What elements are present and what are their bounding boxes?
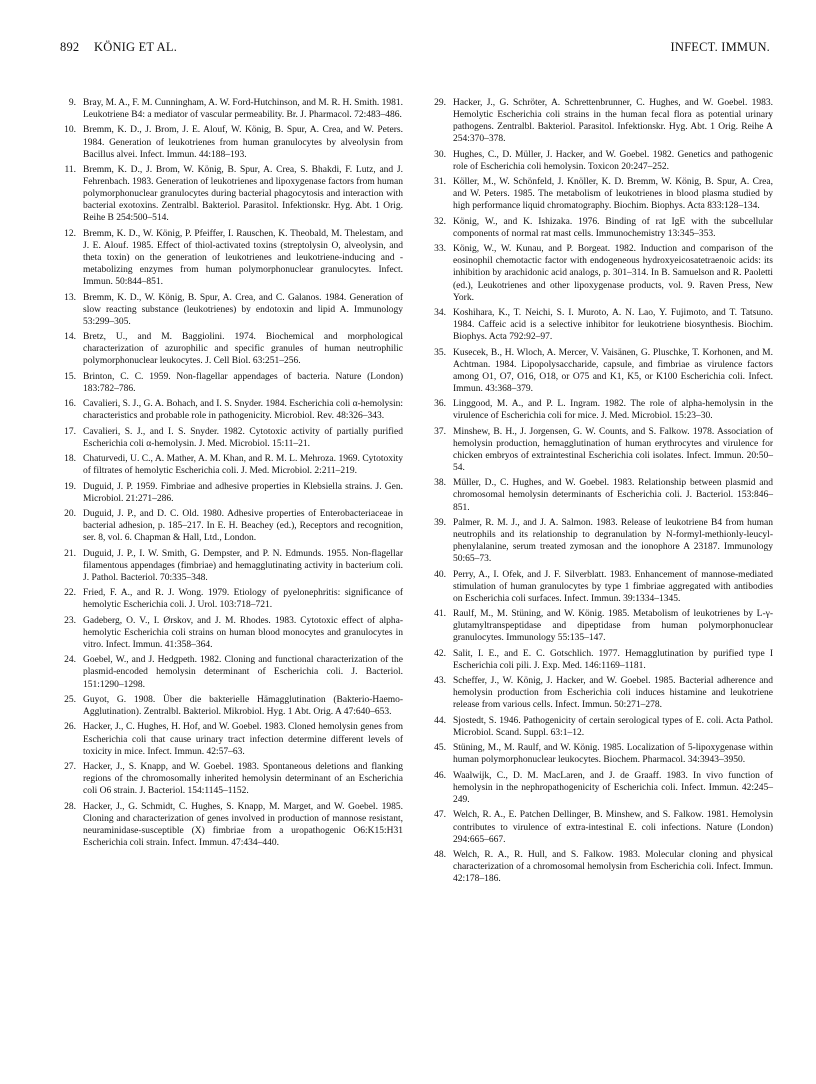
reference-entry bbox=[58, 124, 403, 160]
reference-number: 9. bbox=[68, 98, 76, 108]
reference-text: König, W., W. Kunau, and P. Borgeat. 1982. Induction and comparison of the eosinophil chemotactic factor with endogeneous hydroxyeicosatetraenoic acids: its inhibition by arachidonic acid analogs, p. 301–314. In B. Samuelson and R. Paoletti (ed.), Leukotrienes and other lipoxygenase products, vol. 9. Raven Press, New York. bbox=[453, 244, 773, 303]
reference-entry bbox=[428, 517, 773, 565]
reference-number: 45. bbox=[434, 743, 446, 754]
reference-text: Bretz, U., and M. Baggiolini. 1974. Biochemical and morphological characterization of azurophilic and specific granules of human neutrophilic polymorphonuclear leukocytes. J. Cell Biol. 63:251–256. bbox=[83, 332, 403, 367]
reference-number: 37. bbox=[434, 426, 446, 437]
reference-text: Bremm, K. D., J. Brom, J. E. Alouf, W. König, B. Spur, A. Crea, and W. Peters. 1984. Generation of leukotrienes from human granulocytes by alveolysin from Bacillus alvei. Infect. Immun. 44:188–193. bbox=[83, 125, 403, 160]
references-right-column bbox=[428, 97, 773, 889]
reference-entry bbox=[428, 477, 773, 513]
reference-text: Perry, A., I. Ofek, and J. F. Silverblatt. 1983. Enhancement of mannose-mediated stimulation of human granulocytes by type 1 fimbriae aggregated with antibodies on Escherichia coli surfaces. Infect. Immun. 39:1334–1345. bbox=[453, 569, 773, 604]
reference-text: Duguid, J. P., and D. C. Old. 1980. Adhesive properties of Enterobacteriaceae in bacterial adhesion, p. 185–217. In E. H. Beachey (ed.), Receptors and recognition, ser. 8, vol. 6. Chapman & Hall, Ltd., London. bbox=[83, 509, 403, 544]
reference-text: Müller, D., C. Hughes, and W. Goebel. 1983. Relationship between plasmid and chromosomal hemolysin determinants of Escherichia coli. J. Bacteriol. 153:846–851. bbox=[453, 478, 773, 513]
reference-entry bbox=[428, 398, 773, 422]
reference-entry bbox=[58, 228, 403, 288]
reference-entry bbox=[58, 654, 403, 690]
reference-text: Bremm, K. D., W. König, P. Pfeiffer, I. Rauschen, K. Theobald, M. Thelestam, and J. E. Alouf. 1985. Effect of thiol-activated toxins (streptolysin O, alveolysin, and theta toxin) on the generation of leukotrienes and leukotriene-inducing and -metabolizing enzymes from human polymorphonuclear granulocytes. Infect. Immun. 50:844–851. bbox=[83, 228, 403, 288]
reference-text: Duguid, J. P. 1959. Fimbriae and adhesive properties in Klebsiella strains. J. Gen. Microbiol. 21:271–286. bbox=[83, 481, 403, 504]
reference-number: 23. bbox=[64, 615, 76, 626]
reference-number: 16. bbox=[64, 399, 76, 410]
reference-number: 13. bbox=[64, 292, 76, 303]
reference-entry bbox=[58, 331, 403, 367]
reference-text: Hacker, J., C. Hughes, H. Hof, and W. Goebel. 1983. Cloned hemolysin genes from Escherichia coli that cause urinary tract infection determine different levels of toxicity in mice. Infect. Immun. 42:57–63. bbox=[83, 722, 403, 757]
reference-entry bbox=[428, 809, 773, 845]
reference-number: 28. bbox=[64, 801, 76, 812]
reference-entry bbox=[428, 770, 773, 806]
references-left-column bbox=[58, 97, 403, 852]
reference-text: Raulf, M., M. Stüning, and W. König. 1985. Metabolism of leukotrienes by L-γ-glutamyltranspeptidase and dipeptidase from human polymorphonuclear granulocytes. Immunology 55:135–147. bbox=[453, 609, 773, 644]
reference-entry bbox=[58, 164, 403, 224]
reference-number: 25. bbox=[64, 694, 76, 705]
reference-text: Hacker, J., G. Schmidt, C. Hughes, S. Knapp, M. Marget, and W. Goebel. 1985. Cloning and characterization of genes involved in production of mannose resistant, neuraminidase-susceptible (X) fimbriae from a uropathogenic O6:K15:H31 Escherichia coli strain. Infect. Immun. 47:434–440. bbox=[83, 801, 403, 848]
reference-entry bbox=[58, 97, 403, 121]
reference-text: Kusecek, B., H. Wloch, A. Mercer, V. Vaisänen, G. Pluschke, T. Korhonen, and M. Achtman. 1984. Lipopolysaccharide, capsule, and fimbriae as virulence factors among O1, O7, O16, O18, or O75 and K1, K5, or K100 Escherichia coli. Infect. Immun. 43:368–379. bbox=[453, 347, 773, 394]
reference-number: 42. bbox=[434, 648, 446, 659]
reference-text: Welch, R. A., E. Patchen Dellinger, B. Minshew, and S. Falkow. 1981. Hemolysin contributes to virulence of extra-intestinal E. coli infections. Nature (London) 294:665–667. bbox=[453, 810, 773, 845]
reference-number: 15. bbox=[64, 371, 76, 382]
reference-text: Guyot, G. 1908. Über die bakterielle Hämagglutination (Bakterio-Haemo-Agglutination). Zentralbl. Bakteriol. Mikrobiol. Hyg. 1 Abt. Orig. A 47:640–653. bbox=[83, 694, 403, 718]
reference-number: 47. bbox=[434, 810, 446, 821]
reference-text: Welch, R. A., R. Hull, and S. Falkow. 1983. Molecular cloning and physical characterization of a chromosomal hemolysin from Escherichia coli. Infect. Immun. 42:178–186. bbox=[453, 849, 773, 885]
reference-text: Chaturvedi, U. C., A. Mather, A. M. Khan, and R. M. L. Mehroza. 1969. Cytotoxity of filtrates of hemolytic Escherichia coli. J. Med. Microbiol. 2:211–219. bbox=[83, 454, 403, 477]
reference-number: 24. bbox=[64, 655, 76, 666]
reference-number: 35. bbox=[434, 347, 446, 358]
page-number: 892 bbox=[60, 40, 80, 54]
reference-entry bbox=[58, 694, 403, 718]
reference-entry bbox=[428, 149, 773, 173]
reference-text: Hacker, J., G. Schröter, A. Schrettenbrunner, C. Hughes, and W. Goebel. 1983. Hemolytic Escherichia coli strains in the human fecal flora as potential urinary pathogens. Zentralbl. Bakteriol. Parasitol. Infektionskr. Hyg. Abt. 1 Orig. Reihe A 254:370–378. bbox=[453, 98, 773, 145]
reference-number: 29. bbox=[434, 98, 446, 108]
reference-entry bbox=[58, 801, 403, 849]
reference-number: 43. bbox=[434, 676, 446, 687]
reference-number: 48. bbox=[434, 849, 446, 860]
reference-number: 27. bbox=[64, 762, 76, 773]
reference-number: 21. bbox=[64, 548, 76, 559]
reference-text: Köller, M., W. Schönfeld, J. Knöller, K. D. Bremm, W. König, B. Spur, A. Crea, and W. Peters. 1985. The metabolism of leukotrienes in blood plasma studied by high performance liquid chromatography. Biochim. Biophys. Acta 833:128–134. bbox=[453, 177, 773, 212]
running-header bbox=[60, 40, 770, 60]
reference-number: 32. bbox=[434, 216, 446, 227]
reference-entry bbox=[58, 481, 403, 505]
reference-entry bbox=[58, 371, 403, 395]
reference-entry bbox=[428, 648, 773, 672]
reference-text: Linggood, M. A., and P. L. Ingram. 1982. The role of alpha-hemolysin in the virulence of Escherichia coli for mice. J. Med. Microbiol. 15:23–30. bbox=[453, 399, 773, 422]
reference-entry bbox=[428, 243, 773, 303]
reference-number: 17. bbox=[64, 426, 76, 437]
reference-entry bbox=[58, 292, 403, 328]
reference-text: Waalwijk, C., D. M. MacLaren, and J. de Graaff. 1983. In vivo function of hemolysin in the nephropathogenicity of Escherichia coli. Infect. Immun. 42:245–249. bbox=[453, 770, 773, 806]
reference-text: Bray, M. A., F. M. Cunningham, A. W. Ford-Hutchinson, and M. R. H. Smith. 1981. Leukotriene B4: a mediator of vascular permeability. Br. J. Pharmacol. 72:483–486. bbox=[83, 98, 403, 121]
reference-text: Cavalieri, S. J., G. A. Bohach, and I. S. Snyder. 1984. Escherichia coli α-hemolysin: characteristics and probable role in pathogenicity. Microbiol. Rev. 48:326–343. bbox=[83, 399, 403, 422]
reference-entry bbox=[428, 176, 773, 212]
reference-entry bbox=[428, 742, 773, 766]
reference-number: 19. bbox=[64, 481, 76, 492]
reference-number: 38. bbox=[434, 478, 446, 489]
reference-text: Minshew, B. H., J. Jorgensen, G. W. Counts, and S. Falkow. 1978. Association of hemolysin production, hemagglutination of human erythrocytes and virulence for chicken embryos of extraintestinal Escherichia coli isolates. Infect. Immun. 20:50–54. bbox=[453, 426, 773, 473]
reference-text: Palmer, R. M. J., and J. A. Salmon. 1983. Release of leukotriene B4 from human neutrophils and its relationship to degranulation by N-formyl-methionly-leucyl-phenylalanine, serum treated zymosan and the ionophore A 23187. Immunology 50:65–73. bbox=[453, 517, 773, 565]
reference-number: 41. bbox=[434, 609, 446, 620]
reference-entry bbox=[428, 849, 773, 885]
reference-text: Hughes, C., D. Müller, J. Hacker, and W. Goebel. 1982. Genetics and pathogenic role of Escherichia coli hemolysin. Toxicon 20:247–252. bbox=[453, 149, 773, 172]
reference-entry bbox=[428, 675, 773, 711]
reference-text: Hacker, J., S. Knapp, and W. Goebel. 1983. Spontaneous deletions and flanking regions of the chromosomally inherited hemolysin determinant of an Escherichia coli O6 strain. J. Bacteriol. 154:1145–1152. bbox=[83, 762, 403, 797]
reference-entry bbox=[58, 721, 403, 757]
reference-number: 44. bbox=[434, 715, 446, 726]
reference-entry bbox=[58, 761, 403, 797]
reference-number: 14. bbox=[64, 332, 76, 343]
reference-entry bbox=[428, 347, 773, 395]
reference-text: Goebel, W., and J. Hedgpeth. 1982. Cloning and functional characterization of the plasmid-encoded hemolysin determinant of Escherichia coli. J. Bacteriol. 151:1290–1298. bbox=[83, 655, 403, 690]
reference-number: 11. bbox=[64, 165, 76, 176]
reference-number: 20. bbox=[64, 509, 76, 520]
reference-entry bbox=[428, 569, 773, 605]
reference-number: 39. bbox=[434, 517, 446, 528]
reference-text: Duguid, J. P., I. W. Smith, G. Dempster, and P. N. Edmunds. 1955. Non-flagellar filamentous appendages (fimbriae) and hemagglutinating activity in bacterium coli. J. Pathol. Bacteriol. 70:335–348. bbox=[83, 548, 403, 583]
reference-text: Koshihara, K., T. Neichi, S. I. Muroto, A. N. Lao, Y. Fujimoto, and T. Tatsuno. 1984. Caffeic acid is a selective inhibitor for leukotriene biosynthesis. Biochim. Biophys. Acta 792:92–97. bbox=[453, 307, 773, 343]
reference-number: 12. bbox=[64, 228, 76, 239]
running-authors: KÖNIG ET AL. bbox=[94, 40, 178, 54]
reference-entry bbox=[428, 307, 773, 343]
reference-number: 31. bbox=[434, 177, 446, 188]
reference-entry bbox=[428, 216, 773, 240]
reference-entry bbox=[58, 398, 403, 422]
reference-text: Bremm, K. D., J. Brom, W. König, B. Spur, A. Crea, S. Bhakdi, F. Lutz, and J. Fehrenbach. 1983. Generation of leukotrienes and lipoxygenase factors from human polymorphonuclear granulocytes during bacterial phagocytosis and interaction with bacterial exotoxins. Zentralbl. Bakteriol. Parasitol. Infektionskr. Hyg. Abt. 1 Orig. Reihe B 254:500–514. bbox=[83, 165, 403, 224]
reference-number: 22. bbox=[64, 588, 76, 599]
reference-text: Salit, I. E., and E. C. Gotschlich. 1977. Hemagglutination by purified type I Escherichia coli pili. J. Exp. Med. 146:1169–1181. bbox=[453, 648, 773, 671]
reference-text: Sjostedt, S. 1946. Pathogenicity of certain serological types of E. coli. Acta Pathol. Microbiol. Scand. Suppl. 63:1–12. bbox=[453, 715, 773, 738]
reference-number: 40. bbox=[434, 569, 446, 580]
reference-text: Cavalieri, S. J., and I. S. Snyder. 1982. Cytotoxic activity of partially purified Escherichia coli α-hemolysin. J. Med. Microbiol. 15:11–21. bbox=[83, 426, 403, 449]
reference-number: 33. bbox=[434, 244, 446, 255]
reference-number: 10. bbox=[64, 125, 76, 136]
reference-text: Brinton, C. C. 1959. Non-flagellar appendages of bacteria. Nature (London) 183:782–786. bbox=[83, 371, 403, 394]
reference-text: Bremm, K. D., W. König, B. Spur, A. Crea, and C. Galanos. 1984. Generation of slow reacting substance (leukotrienes) by endotoxin and lipid A. Immunology 53:299–305. bbox=[83, 292, 403, 327]
reference-text: Fried, F. A., and R. J. Wong. 1979. Etiology of pyelonephritis: significance of hemolytic Escherichia coli. J. Urol. 103:718–721. bbox=[83, 588, 403, 611]
reference-number: 26. bbox=[64, 722, 76, 733]
reference-entry bbox=[58, 426, 403, 450]
reference-entry bbox=[428, 97, 773, 145]
reference-number: 46. bbox=[434, 770, 446, 781]
reference-entry bbox=[428, 715, 773, 739]
reference-number: 30. bbox=[434, 149, 446, 160]
reference-entry bbox=[58, 453, 403, 477]
reference-entry bbox=[428, 608, 773, 644]
reference-text: Stüning, M., M. Raulf, and W. König. 1985. Localization of 5-lipoxygenase within human polymorphonuclear leukocytes. Biochem. Pharmacol. 34:3943–3950. bbox=[453, 743, 773, 766]
reference-number: 36. bbox=[434, 399, 446, 410]
journal-name: INFECT. IMMUN. bbox=[670, 40, 770, 54]
reference-entry bbox=[58, 548, 403, 584]
reference-text: Scheffer, J., W. König, J. Hacker, and W. Goebel. 1985. Bacterial adherence and hemolysin production from Escherichia coli induces histamine and leukotriene release from various cells. Infect. Immun. 50:271–278. bbox=[453, 676, 773, 711]
reference-number: 34. bbox=[434, 307, 446, 318]
reference-entry bbox=[428, 426, 773, 474]
reference-number: 18. bbox=[64, 454, 76, 465]
reference-entry bbox=[58, 508, 403, 544]
reference-entry bbox=[58, 587, 403, 611]
reference-text: König, W., and K. Ishizaka. 1976. Binding of rat IgE with the subcellular components of normal rat mast cells. Immunochemistry 13:345–353. bbox=[453, 216, 773, 239]
reference-text: Gadeberg, O. V., I. Ørskov, and J. M. Rhodes. 1983. Cytotoxic effect of alpha-hemolytic Escherichia coli strains on human blood monocytes and granulocytes in vitro. Infect. Immun. 41:358–364. bbox=[83, 615, 403, 650]
reference-entry bbox=[58, 615, 403, 651]
